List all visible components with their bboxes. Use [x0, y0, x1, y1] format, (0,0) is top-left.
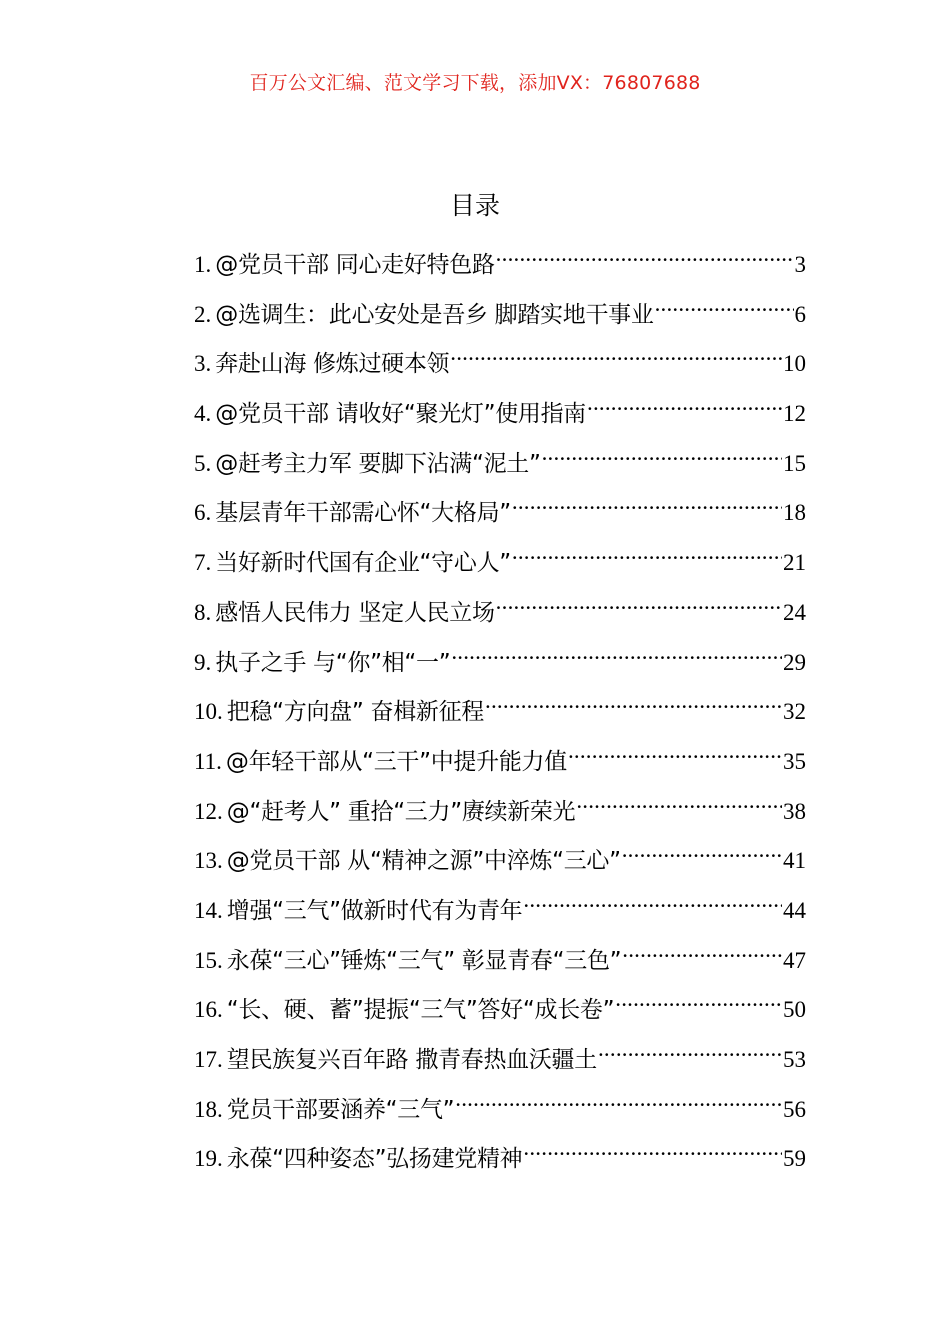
toc-entry-page-number: 32 [783, 699, 806, 725]
toc-entry[interactable] [194, 236, 806, 286]
toc-entry-number: 8. [194, 599, 212, 625]
toc-entry[interactable] [194, 286, 806, 336]
toc-dot-leader [655, 286, 794, 322]
toc-dot-leader [542, 435, 782, 471]
toc-entry[interactable] [194, 534, 806, 584]
promo-header: 百万公文汇编、范文学习下载，添加VX：76807688 [249, 72, 701, 94]
toc-entry-number: 7. [194, 550, 212, 576]
toc-entry-page-number: 24 [783, 599, 806, 625]
toc-entry[interactable] [194, 335, 806, 385]
toc-dot-leader [512, 484, 782, 520]
toc-entry-number: 10. [194, 699, 223, 725]
toc-entry[interactable] [194, 733, 806, 783]
toc-entry-page-number: 53 [783, 1047, 806, 1072]
toc-entry-title: 增强“三气”做新时代有为青年 [226, 897, 523, 924]
toc-entry-number: 2. [194, 301, 212, 327]
toc-entry[interactable] [194, 484, 806, 534]
toc-entry-number: 18. [194, 1096, 223, 1122]
toc-entry-page-number: 3 [794, 252, 806, 277]
toc-entry-number: 17. [194, 1047, 223, 1072]
toc-entry[interactable] [194, 634, 806, 684]
toc-entry-page-number: 15 [783, 450, 806, 476]
toc-entry-number: 11. [194, 748, 222, 774]
toc-entry-page-number: 29 [783, 649, 806, 675]
toc-entry[interactable] [194, 932, 806, 982]
toc-entry-number: 6. [194, 500, 212, 526]
toc-entry-number: 12. [194, 798, 223, 824]
toc-entry-number: 1. [194, 252, 212, 277]
toc-entry[interactable] [194, 435, 806, 485]
toc-entry-number: 13. [194, 848, 223, 874]
toc-title: 目录 [449, 191, 500, 220]
toc-entry-number: 3. [194, 351, 212, 377]
toc-entry-page-number: 35 [783, 748, 806, 774]
toc-entry-title: @“赶考人” 重拾“三力”赓续新荣光 [226, 798, 576, 825]
toc-entry-title: @党员干部 同心走好特色路 [215, 252, 495, 278]
toc-dot-leader [450, 335, 782, 371]
toc-entry-title: 永葆“四种姿态”弘扬建党精神 [226, 1146, 523, 1173]
toc-entry-number: 9. [194, 649, 212, 675]
toc-list [194, 236, 806, 1180]
toc-dot-leader [598, 1031, 782, 1067]
toc-entry-title: @赶考主力军 要脚下沾满“泥土” [215, 450, 541, 477]
toc-dot-leader [451, 634, 782, 670]
toc-entry-number: 5. [194, 450, 212, 476]
toc-dot-leader [523, 1130, 782, 1166]
toc-entry-number: 4. [194, 401, 212, 427]
toc-entry[interactable] [194, 1081, 806, 1131]
toc-entry-page-number: 6 [794, 301, 806, 327]
toc-entry-title: 当好新时代国有企业“守心人” [215, 550, 511, 577]
toc-entry-title: 感悟人民伟力 坚定人民立场 [215, 599, 495, 626]
toc-entry[interactable] [194, 584, 806, 634]
toc-entry-title: 把稳“方向盘” 奋楫新征程 [226, 699, 484, 726]
toc-entry-page-number: 44 [783, 897, 806, 923]
toc-dot-leader [587, 385, 782, 421]
toc-entry-page-number: 59 [783, 1146, 806, 1172]
toc-entry-page-number: 50 [783, 997, 806, 1023]
toc-dot-leader [615, 981, 782, 1017]
toc-entry-title: @党员干部 请收好“聚光灯”使用指南 [215, 401, 586, 428]
toc-entry-title: 基层青年干部需心怀“大格局” [215, 500, 511, 527]
toc-entry-number: 19. [194, 1146, 223, 1172]
toc-entry-title: 执子之手 与“你”相“一” [215, 649, 451, 676]
toc-entry-title: 永葆“三心”锤炼“三气” 彰显青春“三色” [226, 947, 622, 974]
toc-entry-title: 党员干部要涵养“三气” [226, 1096, 455, 1123]
toc-dot-leader [496, 236, 794, 272]
toc-entry-page-number: 56 [783, 1096, 806, 1122]
toc-dot-leader [455, 1081, 782, 1117]
toc-entry-title: @年轻干部从“三干”中提升能力值 [225, 748, 567, 775]
toc-entry-number: 16. [194, 997, 223, 1023]
toc-entry[interactable] [194, 1130, 806, 1180]
toc-entry-number: 15. [194, 947, 223, 973]
toc-entry-title: 望民族复兴百年路 撒青春热血沃疆土 [226, 1047, 597, 1073]
toc-dot-leader [622, 932, 782, 968]
toc-entry-page-number: 38 [783, 798, 806, 824]
toc-entry-page-number: 12 [783, 401, 806, 427]
toc-entry-page-number: 18 [783, 500, 806, 526]
toc-entry[interactable] [194, 683, 806, 733]
toc-entry-page-number: 47 [783, 947, 806, 973]
toc-entry[interactable] [194, 832, 806, 882]
toc-entry-page-number: 10 [783, 351, 806, 377]
toc-entry[interactable] [194, 981, 806, 1031]
toc-entry-page-number: 41 [783, 848, 806, 874]
toc-entry-number: 14. [194, 897, 223, 923]
toc-dot-leader [568, 733, 782, 769]
toc-dot-leader [523, 882, 782, 918]
toc-entry-title: @选调生：此心安处是吾乡 脚踏实地干事业 [215, 301, 654, 328]
toc-entry-title: 奔赴山海 修炼过硬本领 [215, 351, 450, 378]
toc-dot-leader [576, 783, 782, 819]
toc-entry-page-number: 21 [783, 550, 806, 576]
toc-entry[interactable] [194, 1031, 806, 1081]
toc-entry[interactable] [194, 882, 806, 932]
toc-dot-leader [485, 683, 782, 719]
toc-entry-title: “长、硬、蓄”提振“三气”答好“成长卷” [226, 997, 615, 1024]
toc-dot-leader [512, 534, 782, 570]
toc-entry-title: @党员干部 从“精神之源”中淬炼“三心” [226, 848, 621, 875]
toc-dot-leader [622, 832, 782, 868]
toc-entry[interactable] [194, 385, 806, 435]
toc-entry[interactable] [194, 783, 806, 833]
toc-dot-leader [496, 584, 782, 620]
